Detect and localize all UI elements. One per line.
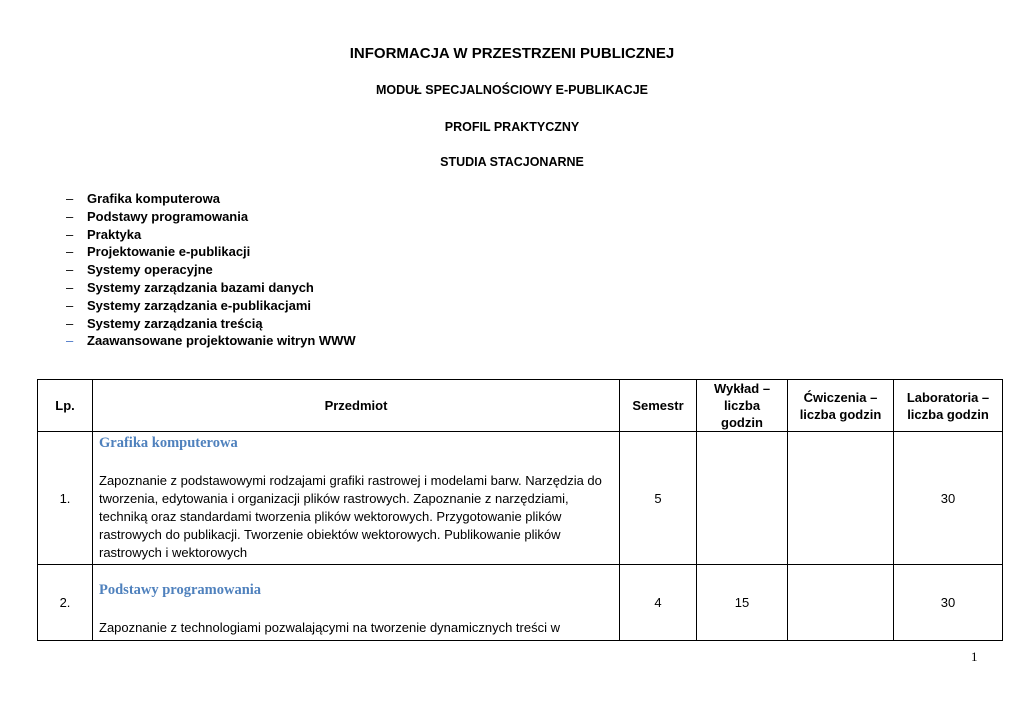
cell-lecture-hours <box>697 432 788 565</box>
document-title: INFORMACJA W PRZESTRZENI PUBLICZNEJ <box>349 45 675 62</box>
dash-bullet: – <box>66 262 74 278</box>
cell-exercises-hours <box>788 432 894 565</box>
list-item <box>66 208 356 226</box>
page-number: 1 <box>971 649 978 664</box>
dash-bullet: – <box>66 315 74 331</box>
header-lecture-line1: Wykład – <box>713 381 771 396</box>
dash-bullet: – <box>66 208 74 224</box>
list-item <box>66 279 356 297</box>
header-lab-line2: liczba godzin <box>907 406 989 422</box>
cell-lp: 1. <box>38 432 93 565</box>
dash-bullet: – <box>66 244 74 260</box>
header-lab-line1: Laboratoria – <box>906 389 990 405</box>
list-item-label: Praktyka <box>87 226 142 242</box>
list-item-label: Projektowanie e-publikacji <box>87 244 251 260</box>
list-item-label: Podstawy programowania <box>87 208 249 224</box>
list-item <box>66 190 356 208</box>
study-mode-heading: STUDIA STACJONARNE <box>440 155 584 169</box>
table-row <box>38 432 1003 565</box>
subjects-list <box>66 190 356 350</box>
cell-lab-hours: 30 <box>894 432 1003 565</box>
subject-description: Zapoznanie z podstawowymi rodzajami grafiki rastrowej i modelami barw. Narzędzia do tworzenia, edytowania i organizacji plików rastrowych. Zapoznanie z narzędziami, techniką oraz standardami tworzenia plików wektorowych. Przygotowanie plików rastrowych do publikacji. Tworzenie obiektów wektorowych. Publikowanie plików rastrowych i wektorowych <box>99 473 602 560</box>
header-lab <box>894 380 1003 432</box>
cell-subject <box>93 432 620 565</box>
header-exercises-line1: Ćwiczenia – <box>803 389 878 405</box>
header-lp: Lp. <box>38 380 93 432</box>
dash-bullet: – <box>66 279 74 295</box>
list-item <box>66 243 356 261</box>
list-item-label: Systemy zarządzania e-publikacjami <box>87 297 311 313</box>
header-exercises-line2: liczba godzin <box>799 406 882 422</box>
cell-lab-hours: 30 <box>894 565 1003 641</box>
subjects-table <box>37 379 1003 641</box>
dash-bullet: – <box>66 191 74 206</box>
subject-title: Podstawy programowania <box>99 581 262 598</box>
header-lecture-line2: liczba godzin <box>721 398 763 430</box>
module-heading: MODUŁ SPECJALNOŚCIOWY E-PUBLIKACJE <box>375 83 648 97</box>
cell-lecture-hours: 15 <box>697 565 788 641</box>
table-row <box>38 565 1003 641</box>
subject-description: Zapoznanie z technologiami pozwalającymi na tworzenie dynamicznych treści w <box>99 619 560 635</box>
dash-bullet: – <box>66 226 74 242</box>
list-item-label: Systemy operacyjne <box>87 262 213 278</box>
subject-title: Grafika komputerowa <box>99 435 238 451</box>
table-header-row <box>38 380 1003 432</box>
cell-exercises-hours <box>788 565 894 641</box>
profile-heading: PROFIL PRAKTYCZNY <box>444 120 580 134</box>
header-lecture <box>697 380 788 432</box>
list-item <box>66 332 356 350</box>
dash-bullet: – <box>66 333 74 349</box>
list-item-label: Grafika komputerowa <box>87 191 220 206</box>
list-item-label: Zaawansowane projektowanie witryn WWW <box>87 333 356 349</box>
cell-semester: 4 <box>620 565 697 641</box>
header-subject: Przedmiot <box>93 380 620 432</box>
list-item <box>66 261 356 279</box>
list-item <box>66 297 356 315</box>
list-item-label: Systemy zarządzania bazami danych <box>87 279 314 295</box>
cell-semester: 5 <box>620 432 697 565</box>
header-semester: Semestr <box>620 380 697 432</box>
list-item <box>66 315 356 333</box>
header-exercises <box>788 380 894 432</box>
list-item-label: Systemy zarządzania treścią <box>87 315 263 331</box>
cell-lp: 2. <box>38 565 93 641</box>
dash-bullet: – <box>66 297 74 313</box>
list-item <box>66 226 356 244</box>
cell-subject <box>93 565 620 641</box>
